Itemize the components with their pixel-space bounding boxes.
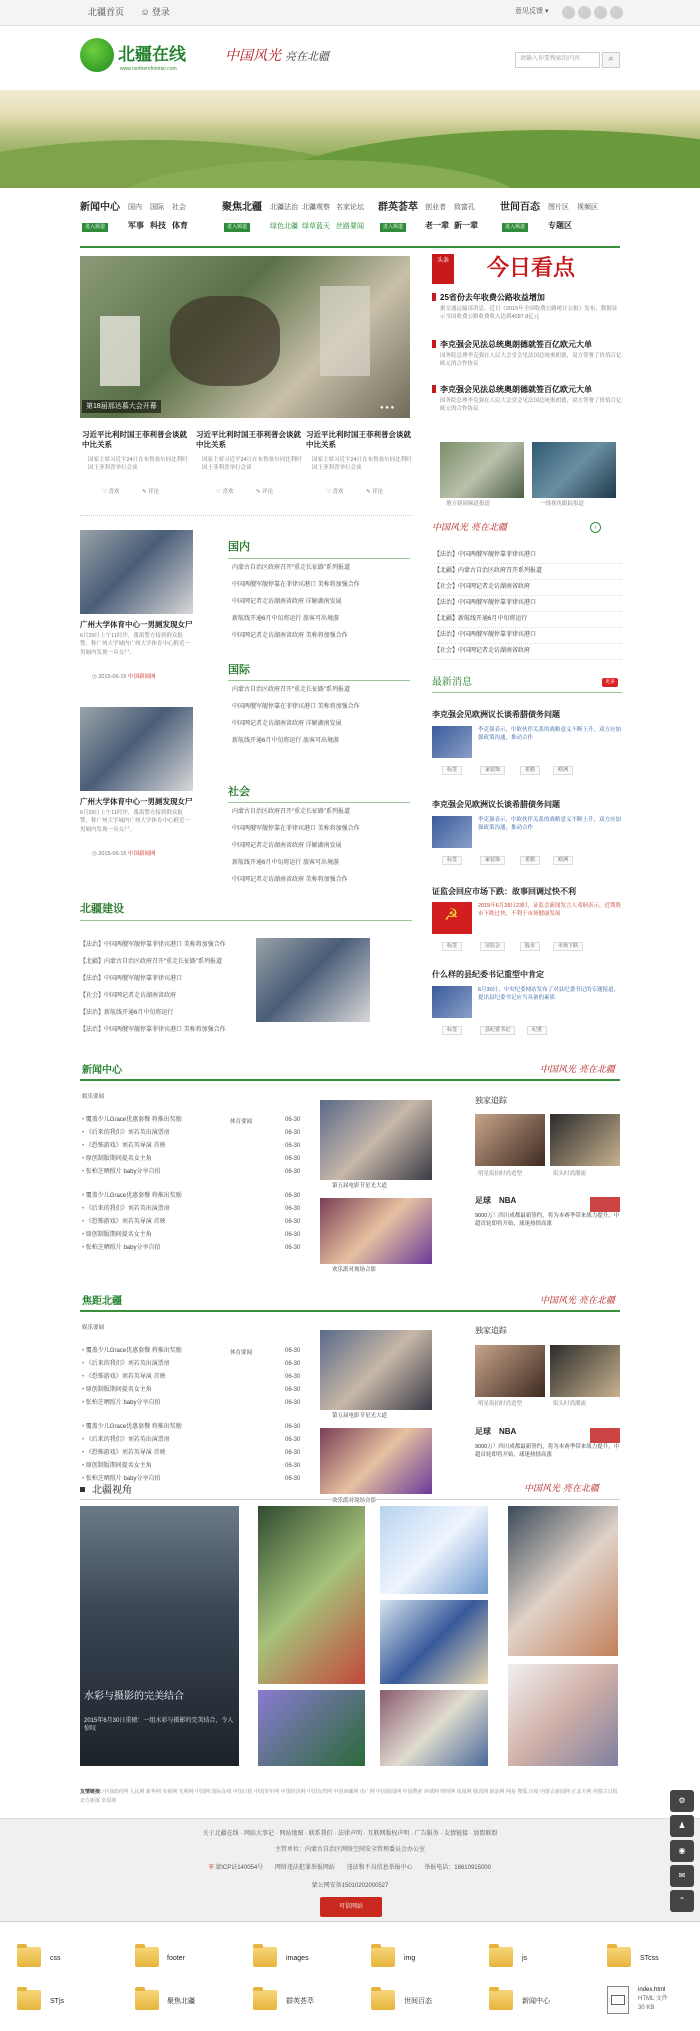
- folder-icon[interactable]: [135, 1990, 159, 2010]
- comment-button[interactable]: ✎ 评论: [366, 489, 384, 495]
- folder-label[interactable]: 新闻中心: [522, 1998, 550, 2005]
- feedback-link[interactable]: 意见反馈 ▾: [515, 8, 549, 15]
- tag[interactable]: 纪委: [527, 1026, 547, 1035]
- list-item[interactable]: 内蒙古自治区政府召开“重走长征路”系列报道: [232, 809, 350, 815]
- latest-desc: 李克强表示，中欧伙伴关系的战略意义不断上升，双方应加强政策沟通，推动合作: [478, 817, 622, 832]
- today-header: [432, 252, 622, 288]
- nav-sub[interactable]: 绿草蓝天: [302, 223, 330, 230]
- xinjiang-list: [80, 937, 252, 1039]
- news-date: ◷ 2015-06-15 中国新闻网: [92, 851, 156, 857]
- nav-item[interactable]: 国际: [150, 204, 164, 211]
- nav-item[interactable]: 致富孔: [454, 204, 475, 211]
- top-links: [88, 7, 184, 19]
- list-item[interactable]: • 原创制版期间提名女主角: [82, 1229, 232, 1242]
- news-block-title[interactable]: 新闻中心: [82, 1065, 122, 1076]
- folder-label[interactable]: css: [50, 1955, 61, 1962]
- exclusive-caption: 明星街拍时尚造型: [478, 1171, 523, 1177]
- main-nav: [80, 198, 620, 248]
- exclusive-sub-title[interactable]: 足球 NBA: [475, 1427, 517, 1436]
- block-photo[interactable]: [320, 1330, 432, 1410]
- nav-sub[interactable]: 科技: [150, 221, 166, 230]
- list-item[interactable]: • 《恐怖游戏》刘若英导演 首映: [82, 1371, 232, 1384]
- card-title[interactable]: 习近平比利时国王菲利普会谈就中比关系: [82, 430, 187, 449]
- list-item[interactable]: 【社会】中国网记者走访湖南省政府: [434, 644, 622, 660]
- comment-button[interactable]: ✎ 评论: [142, 489, 160, 495]
- list-item[interactable]: • 原创制版期间提名女主角: [82, 1384, 232, 1397]
- nav-sub[interactable]: 老一辈: [425, 221, 449, 230]
- tag[interactable]: 县纪委书记: [480, 1026, 515, 1035]
- police-link[interactable]: 网络违法犯罪举报网站: [274, 1865, 335, 1871]
- right-slogan: 中国风光 亮在北疆: [432, 523, 507, 533]
- list-item[interactable]: 【法治】中国两艘军舰停靠菲律宾港口: [434, 596, 622, 612]
- magnifier-icon: ⌕: [608, 53, 614, 63]
- news-list-1: [82, 1114, 232, 1179]
- section-title-guoji[interactable]: 国际: [228, 664, 250, 676]
- login-link[interactable]: 登录: [151, 7, 170, 17]
- tag[interactable]: 希腊: [520, 856, 540, 865]
- exclusive-photo[interactable]: [475, 1114, 545, 1166]
- news-title[interactable]: 广州大学体育中心一男厕发现女尸: [80, 797, 193, 806]
- tag[interactable]: 家装饰: [480, 766, 505, 775]
- logo-url: www.northernfrontier.com: [120, 66, 177, 72]
- search-input[interactable]: 请输入你要搜索的内容: [515, 52, 600, 68]
- qq-icon[interactable]: [578, 6, 591, 19]
- block-photo[interactable]: [320, 1100, 432, 1180]
- news-desc: 6月29日上午11时许，番禺警方接到群众报警，称广州大学城内广州大学体育中心附近一男厕内发现一具女尸。: [80, 633, 191, 656]
- news-list-2: [82, 1190, 232, 1255]
- banner-image: [0, 90, 700, 188]
- folder-label[interactable]: footer: [167, 1955, 185, 1962]
- list-item[interactable]: 新航线开通6月中旬将运行 旅客可出境游: [232, 616, 340, 622]
- headline-caption[interactable]: 第18届那达慕大会开幕: [82, 400, 161, 413]
- exclusive-thumb[interactable]: [590, 1428, 620, 1443]
- exclusive-photo[interactable]: [550, 1114, 620, 1166]
- nav-sub[interactable]: 丝路要闻: [336, 223, 364, 230]
- tag[interactable]: 希腊: [520, 766, 540, 775]
- weibo-icon[interactable]: ◉: [670, 1840, 694, 1862]
- exclusive-desc: 9000万！四川成都最新签约，将为本赛季带来战力提升，中超首轮即将开始，球迷热情高涨: [475, 1213, 620, 1228]
- footer-record[interactable]: 蒙公网安备15010202000527: [311, 1883, 389, 1889]
- thumb-caption: 地方新闻频道报道: [446, 501, 491, 507]
- file-explorer: [0, 1921, 700, 2031]
- report-link[interactable]: 违法和不良信息举报中心: [346, 1865, 413, 1871]
- list-item[interactable]: • 覆盖少儿Grace优惠套餐 将推出奖励: [82, 1190, 232, 1203]
- news-block-header: [80, 1059, 620, 1081]
- focus-times: 06-30 06-30 06-30 06-30 06-30: [285, 1348, 301, 1406]
- card-desc: 国家主席习近平24日在布鲁塞尔同比利时国王菲利普举行会谈: [202, 457, 302, 472]
- view-title[interactable]: 北疆视角: [92, 1485, 132, 1496]
- latest-title: 最新消息: [432, 677, 472, 688]
- list-item[interactable]: 【北疆】内蒙古自治区政府召开系列报道: [434, 564, 622, 580]
- list-item[interactable]: 内蒙古自治区政府召开“重走长征路”系列报道: [232, 565, 350, 571]
- list-item[interactable]: • 原创制版期间提名女主角: [82, 1460, 232, 1473]
- next-icon[interactable]: ›: [590, 522, 601, 533]
- view-photo[interactable]: [380, 1506, 488, 1594]
- focus-list-1: [82, 1345, 232, 1410]
- nav-news[interactable]: 新闻中心: [80, 202, 120, 213]
- focus-block-header: [80, 1290, 620, 1312]
- folder-label[interactable]: STcss: [640, 1955, 659, 1962]
- exclusive-title: 独家追踪: [475, 1326, 507, 1335]
- nav-life[interactable]: 世间百态: [500, 202, 540, 213]
- view-big-title[interactable]: 水彩与摄影的完美结合: [84, 1691, 184, 1702]
- view-photo[interactable]: [258, 1506, 365, 1684]
- news-date: ◷ 2015-06-15 中国新闻网: [92, 674, 156, 680]
- view-photo[interactable]: [508, 1664, 618, 1766]
- folder-icon[interactable]: [371, 1990, 395, 2010]
- tag[interactable]: 欧洲: [553, 856, 573, 865]
- headline-photo[interactable]: [80, 256, 410, 418]
- folder-icon[interactable]: [17, 1947, 41, 1967]
- card-title[interactable]: 习近平比利时国王菲利普会谈就中比关系: [196, 430, 301, 449]
- slide-dots[interactable]: ● ● ●: [380, 405, 395, 411]
- list-item[interactable]: 【北疆】新航线开通6月中旬将运行: [434, 612, 622, 628]
- like-button[interactable]: ♡ 喜欢: [102, 489, 120, 495]
- list-item[interactable]: 中国网记者走访湖南省政府 详解湖南发展: [232, 599, 342, 605]
- nav-item[interactable]: 北疆法治: [270, 204, 298, 211]
- news-photo[interactable]: [80, 707, 193, 791]
- view-slogan: 中国风光 亮在北疆: [524, 1484, 599, 1494]
- latest-desc: 李克强表示，中欧伙伴关系的战略意义不断上升，双方应加强政策沟通，推动合作: [478, 727, 622, 742]
- latest-item-title[interactable]: 什么样的县纪委书记重型中肯定: [432, 970, 544, 979]
- exclusive-title: 独家追踪: [475, 1096, 507, 1105]
- tag[interactable]: 家装饰: [480, 856, 505, 865]
- list-item[interactable]: • 张柏芝晒照片 baby分享自拍: [82, 1397, 232, 1410]
- latest-item-title[interactable]: 李克强会见欧洲议长谈希腊债务问题: [432, 710, 560, 719]
- folder-label[interactable]: 聚焦北疆: [167, 1998, 195, 2005]
- enter-channel-button[interactable]: 进入频道: [380, 223, 406, 232]
- xinjiang-photo[interactable]: [256, 938, 370, 1022]
- news-title[interactable]: 广州大学体育中心一男厕发现女尸: [80, 620, 193, 629]
- view-header: [80, 1482, 620, 1500]
- exclusive-desc: 9000万！四川成都最新签约，将为本赛季带来战力提升，中超首轮即将开始，球迷热情高涨: [475, 1444, 620, 1459]
- list-item[interactable]: • 张柏芝晒照片 baby分享自拍: [82, 1242, 232, 1255]
- list-item[interactable]: 【法治】新航线开通6月中旬将运行: [80, 1010, 174, 1016]
- hot-title[interactable]: 李克强会见法总统奥朗德就签百亿欧元大单: [432, 340, 592, 350]
- sub-tab[interactable]: 娱乐要闻: [82, 1094, 105, 1100]
- back-top-icon[interactable]: ⌃: [670, 1890, 694, 1912]
- list-item[interactable]: 内蒙古自治区政府召开“重走长征路”系列报道: [232, 687, 350, 693]
- list-item[interactable]: • 原创制版期间提名女主角: [82, 1153, 232, 1166]
- tag[interactable]: 标签: [442, 942, 462, 951]
- folder-label[interactable]: 群英荟萃: [286, 1998, 314, 2005]
- nav-sub[interactable]: 绿色北疆: [270, 223, 298, 230]
- logo-icon[interactable]: [80, 38, 114, 72]
- exclusive-photo[interactable]: [475, 1345, 545, 1397]
- wechat-icon[interactable]: [594, 6, 607, 19]
- user-icon: ☺: [140, 7, 150, 17]
- card-title[interactable]: 习近平比利时国王菲利普会谈就中比关系: [306, 430, 411, 449]
- nav-item[interactable]: 社会: [172, 204, 186, 211]
- folder-label[interactable]: 世间百态: [404, 1998, 432, 2005]
- gear-icon[interactable]: ⚙: [670, 1790, 694, 1812]
- nav-sub[interactable]: 专题区: [548, 221, 572, 230]
- nav-item[interactable]: 国内: [128, 204, 142, 211]
- list-item[interactable]: 【社会】中国网记者走访湖南省政府: [434, 580, 622, 596]
- list-item[interactable]: • 《恐怖游戏》刘若英导演 首映: [82, 1216, 232, 1229]
- list-item[interactable]: 【北疆】内蒙古自治区政府召开“重走长征路”系列报道: [80, 959, 222, 965]
- tag[interactable]: 标签: [442, 856, 462, 865]
- footer-links[interactable]: 关于北疆在线 · 网站大事记 · 网站地图 · 联系我们 · 法律声明 · 互联网版权声明 · 广告服务 · 友情链接 · 加盟联盟: [202, 1831, 498, 1837]
- hot-desc: 据交通运输部消息，近日《2015年全国收费公路统计公报》发布，数据显示全国收费公路收费收入达到4097.8亿元: [440, 306, 618, 321]
- folder-label[interactable]: images: [286, 1955, 309, 1962]
- friend-links: [80, 1788, 620, 1806]
- latest-thumb[interactable]: [432, 986, 472, 1018]
- enter-channel-button[interactable]: 进入频道: [82, 223, 108, 232]
- nav-item[interactable]: 创业者: [425, 204, 446, 211]
- list-item[interactable]: • 《恐怖游戏》刘若英导演 首映: [82, 1140, 232, 1153]
- list-item[interactable]: • 《后来的我们》刘若英出演票房: [82, 1358, 232, 1371]
- list-shehui: [232, 804, 412, 889]
- list-item[interactable]: • 覆盖少儿Grace优惠套餐 将推出奖励: [82, 1421, 232, 1434]
- exclusive-sub-title[interactable]: 足球 NBA: [475, 1196, 517, 1205]
- list-item[interactable]: 中国网记者走访湖南省政府 美称将加强合作: [232, 877, 348, 883]
- xinjiang-title[interactable]: 北疆建设: [80, 903, 124, 915]
- html-file-icon[interactable]: [607, 1986, 629, 2014]
- list-item[interactable]: • 《后来的我们》刘若英出演票房: [82, 1127, 232, 1140]
- view-photo[interactable]: [380, 1600, 488, 1684]
- focus-times: 06-30 06-30 06-30 06-30 06-30: [285, 1424, 301, 1482]
- rss-icon[interactable]: [610, 6, 623, 19]
- view-photo[interactable]: [508, 1506, 618, 1656]
- list-item[interactable]: 【法治】中国两艘军舰停靠菲律宾港口: [434, 548, 622, 564]
- shield-icon: ⛨: [209, 1865, 214, 1871]
- news-photo[interactable]: [80, 530, 193, 614]
- focus-block-slogan: 中国风光 亮在北疆: [540, 1296, 615, 1306]
- tag[interactable]: 证监会: [480, 942, 505, 951]
- list-item[interactable]: 【法治】中国两艘军舰停靠菲律宾港口 美称将加强合作: [80, 1027, 226, 1033]
- list-item[interactable]: 中国两艘军舰停靠在菲律宾港口 美称将加强合作: [232, 826, 360, 832]
- tag[interactable]: 股市: [520, 942, 540, 951]
- folder-icon[interactable]: [489, 1947, 513, 1967]
- latest-thumb[interactable]: [432, 902, 472, 934]
- qq-icon[interactable]: ♟: [670, 1815, 694, 1837]
- list-item[interactable]: 【法治】中国两艘军舰停靠菲律宾港口 美称将加强合作: [80, 942, 226, 948]
- list-guoji: [232, 682, 412, 750]
- folder-icon[interactable]: [489, 1990, 513, 2010]
- list-item[interactable]: • 张柏芝晒照片 baby分享自拍: [82, 1473, 232, 1486]
- icp[interactable]: 蒙ICP证140054号: [215, 1865, 264, 1871]
- folder-icon[interactable]: [253, 1990, 277, 2010]
- tag[interactable]: 标签: [442, 766, 462, 775]
- footer-icp-row: [0, 1865, 700, 1873]
- tag[interactable]: 欧洲: [553, 766, 573, 775]
- view-photo[interactable]: [380, 1690, 488, 1766]
- hot-thumb[interactable]: [532, 442, 616, 498]
- like-button[interactable]: ♡ 喜欢: [216, 489, 234, 495]
- exclusive-caption: 街头时尚潮流: [553, 1401, 587, 1407]
- exclusive-photo[interactable]: [550, 1345, 620, 1397]
- nav-sub[interactable]: 体育: [172, 221, 188, 230]
- more-button[interactable]: 更多: [602, 678, 618, 687]
- folder-label[interactable]: js: [522, 1955, 528, 1962]
- list-item[interactable]: • 《后来的我们》刘若英出演票房: [82, 1203, 232, 1216]
- latest-item-title[interactable]: 李克强会见欧洲议长谈希腊债务问题: [432, 800, 560, 809]
- folder-label[interactable]: STjs: [50, 1998, 64, 2005]
- latest-item-title[interactable]: 证监会回应市场下跌：故事回调过快不利: [432, 887, 576, 896]
- logo-text[interactable]: 北疆在线: [118, 45, 186, 64]
- photo-caption: 第五届电影节星光大道: [332, 1183, 388, 1189]
- section-title-shehui[interactable]: 社会: [228, 786, 250, 798]
- view-photo[interactable]: [258, 1690, 365, 1766]
- card-desc: 国家主席习近平24日在布鲁塞尔同比利时国王菲利普举行会谈: [88, 457, 188, 472]
- footer: [0, 1818, 700, 1921]
- latest-thumb[interactable]: [432, 726, 472, 758]
- list-item[interactable]: 中国两艘军舰停靠在菲律宾港口 美称将加强合作: [232, 704, 360, 710]
- list-item[interactable]: 【法治】中国两艘军舰停靠菲律宾港口: [80, 976, 183, 982]
- list-item[interactable]: 新航线开通6月中旬将运行 旅客可出境游: [232, 860, 340, 866]
- photo-caption: 欢乐派对现场合影: [332, 1498, 377, 1504]
- home-link[interactable]: 北疆首页: [88, 7, 125, 17]
- list-item[interactable]: 中国网记者走访湖南省政府 详解湖南发展: [232, 843, 342, 849]
- list-item[interactable]: • 《恐怖游戏》刘若英导演 首映: [82, 1447, 232, 1460]
- focus-list-2: [82, 1421, 232, 1486]
- weibo-icon[interactable]: [562, 6, 575, 19]
- hot-title[interactable]: 李克强会见法总统奥朗德就签百亿欧元大单: [432, 385, 592, 395]
- exclusive-caption: 街头时尚潮流: [553, 1171, 587, 1177]
- photo-caption: 欢乐派对现场合影: [332, 1267, 377, 1273]
- top-bar: [0, 0, 700, 26]
- footer-org: 主管单位：内蒙古自治区网络空间安全管理委员会办公室: [274, 1847, 425, 1853]
- exclusive-thumb[interactable]: [590, 1197, 620, 1212]
- html-file-info[interactable]: index.html HTML 文件 30 KB: [638, 1987, 668, 2011]
- links-label: 友情链接:: [80, 1789, 102, 1795]
- news-times: 06-30 06-30 06-30 06-30 06-30: [285, 1193, 301, 1251]
- nav-elite[interactable]: 群英荟萃: [378, 202, 418, 213]
- folder-icon[interactable]: [253, 1947, 277, 1967]
- nav-item[interactable]: 北疆观察: [302, 204, 330, 211]
- folder-icon[interactable]: [607, 1947, 631, 1967]
- folder-icon[interactable]: [17, 1990, 41, 2010]
- nav-item[interactable]: 名家论坛: [336, 204, 364, 211]
- hot-thumb[interactable]: [440, 442, 524, 498]
- nav-sub[interactable]: 军事: [128, 221, 144, 230]
- party-flag-icon: ☭: [444, 907, 459, 924]
- phone: 举报电话：18610915000: [424, 1865, 491, 1871]
- block-photo[interactable]: [320, 1198, 432, 1264]
- hot-desc: 国务院总理李克强在人民大会堂会见法国总统奥朗德，双方签署了价值百亿欧元的合作协议: [440, 398, 622, 413]
- folder-icon[interactable]: [371, 1947, 395, 1967]
- list-guonei: [232, 560, 412, 645]
- news-desc: 6月29日上午11时许，番禺警方接到群众报警，称广州大学城内广州大学体育中心附近一男厕内发现一具女尸。: [80, 810, 191, 833]
- thumb-caption: 一线视角跟踪报道: [540, 501, 585, 507]
- folder-label[interactable]: img: [404, 1955, 416, 1962]
- news-times: 06-30 06-30 06-30 06-30 06-30: [285, 1117, 301, 1175]
- right-news-list: [434, 548, 622, 660]
- folder-icon[interactable]: [135, 1947, 159, 1967]
- like-button[interactable]: ♡ 喜欢: [326, 489, 344, 495]
- tag[interactable]: 标签: [442, 1026, 462, 1035]
- wechat-icon[interactable]: ✉: [670, 1865, 694, 1887]
- list-item[interactable]: 新航线开通6月中旬将运行 旅客可出境游: [232, 738, 340, 744]
- list-item[interactable]: 【社会】中国网记者走访湖南省政府: [80, 993, 177, 999]
- sub-tab[interactable]: 娱乐要闻: [82, 1325, 105, 1331]
- nav-sub[interactable]: 新一辈: [454, 221, 478, 230]
- slogan: 中国风光 亮在北疆: [225, 48, 329, 64]
- tag[interactable]: 市场下跌: [553, 942, 583, 951]
- comment-button[interactable]: ✎ 评论: [256, 489, 274, 495]
- focus-block-title[interactable]: 焦距北疆: [82, 1296, 122, 1307]
- search-button[interactable]: [602, 52, 620, 68]
- sub-head: 体育要闻: [230, 1119, 253, 1125]
- section-title-guonei[interactable]: 国内: [228, 541, 250, 553]
- hot-desc: 国务院总理李克强在人民大会堂会见法国总统奥朗德，双方签署了价值百亿欧元的合作协议: [440, 353, 622, 368]
- nav-item[interactable]: 视频区: [577, 204, 598, 211]
- hot-title[interactable]: 25省份去年收费公路收益增加: [432, 293, 545, 303]
- list-item[interactable]: • 覆盖少儿Grace优惠套餐 将推出奖励: [82, 1345, 232, 1358]
- list-item[interactable]: • 覆盖少儿Grace优惠套餐 将推出奖励: [82, 1114, 232, 1127]
- nav-focus[interactable]: 聚焦北疆: [222, 202, 262, 213]
- card-desc: 国家主席习近平24日在布鲁塞尔同比利时国王菲利普举行会谈: [312, 457, 412, 472]
- news-block-slogan: 中国风光 亮在北疆: [540, 1065, 615, 1075]
- enter-channel-button[interactable]: 进入频道: [502, 223, 528, 232]
- list-item[interactable]: • 《后来的我们》刘若英出演票房: [82, 1434, 232, 1447]
- exclusive-caption: 明星街拍时尚造型: [478, 1401, 523, 1407]
- nav-item[interactable]: 图片区: [548, 204, 569, 211]
- list-item[interactable]: • 张柏芝晒照片 baby分享自拍: [82, 1166, 232, 1179]
- list-item[interactable]: 中国网记者走访湖南省政府 美称将加强合作: [232, 633, 348, 639]
- photo-caption: 第五届电影节星光大道: [332, 1413, 388, 1419]
- today-tag: 头条: [432, 254, 454, 284]
- sub-head: 体育要闻: [230, 1350, 253, 1356]
- view-big-desc: 2015年6月30日重磅：一组水彩与摄影的完美结合，令人惊叹: [84, 1718, 234, 1732]
- list-item[interactable]: 【法治】中国两艘军舰停靠菲律宾港口: [434, 628, 622, 644]
- latest-thumb[interactable]: [432, 816, 472, 848]
- latest-desc: 2015年6月28日23时，证监会新闻发言人邓舸表示，近期股市下跌过快，不利于市场健康发展: [478, 903, 622, 918]
- trusted-badge[interactable]: 可信网站: [320, 1897, 382, 1917]
- list-item[interactable]: 中国网记者走访湖南省政府 详解湖南发展: [232, 721, 342, 727]
- list-item[interactable]: 中国两艘军舰停靠在菲律宾港口 美称将加强合作: [232, 582, 360, 588]
- square-icon: [80, 1487, 85, 1492]
- enter-channel-button[interactable]: 进入频道: [224, 223, 250, 232]
- today-title: 今日看点: [487, 255, 576, 281]
- latest-desc: 6月30日，中央纪委网站发布了对县纪委书记的专题报道，提出县纪委书记应当具备的素质: [478, 987, 620, 1002]
- links-text[interactable]: 中国政府网 人民网 新华网 央视网 光明网 中国网 国际在线 中国日报 中国青年网 中国经济网 中国台湾网 中国西藏网 央广网 中国新闻网 中国搜索 环球网 财经网 凤凰网 腾讯网 新浪网 网易 搜狐 百度 内蒙古新闻网 正北方网 内蒙古日报 北方新报 草原网: [80, 1789, 618, 1804]
